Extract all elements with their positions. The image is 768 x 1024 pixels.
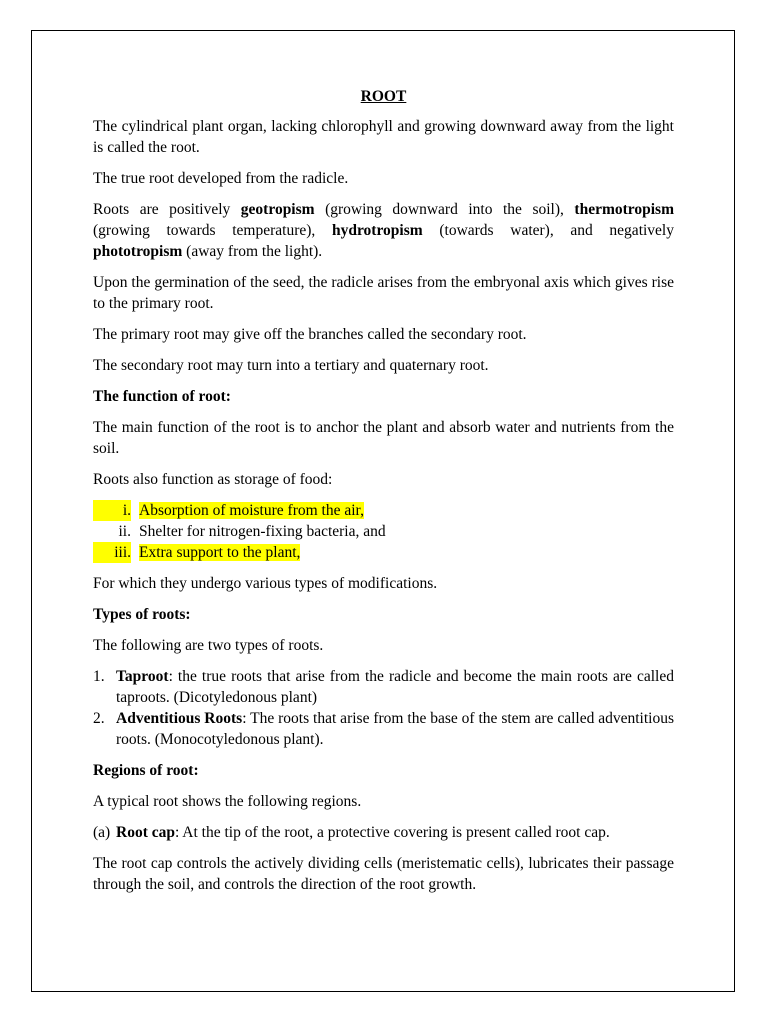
region-root-cap	[93, 822, 674, 843]
paragraph-root-cap-function: The root cap controls the actively dividing cells (meristematic cells), lubricates their passage through the soil, and controls the direction of the root growth.	[93, 855, 674, 893]
list-item	[93, 521, 674, 542]
heading-types: Types of roots:	[93, 606, 191, 623]
paragraph-modifications: For which they undergo various types of modifications.	[93, 575, 438, 592]
term-adventitious: Adventitious Roots	[116, 710, 243, 727]
term-geotropism: geotropism	[240, 201, 315, 218]
document-body	[93, 86, 674, 905]
list-item	[93, 542, 674, 563]
paragraph-germination: Upon the germination of the seed, the radicle arises from the embryonal axis which gives rise to the primary root.	[93, 274, 674, 312]
paragraph-main-function: The main function of the root is to anchor the plant and absorb water and nutrients from the soil.	[93, 419, 674, 457]
list-text: Shelter for nitrogen-fixing bacteria, and	[139, 523, 386, 540]
paragraph-true-root: The true root developed from the radicle.	[93, 170, 349, 187]
list-text: : The roots that arise from the base of the stem are called adventitious roots. (Monocotyledonous plant).	[116, 710, 674, 748]
types-list	[93, 666, 674, 750]
list-number: i.	[93, 500, 131, 521]
list-text: : the true roots that arise from the radicle and become the main roots are called taproots. (Dicotyledonous plant)	[116, 668, 674, 706]
list-item-adventitious	[93, 708, 674, 750]
list-item	[93, 500, 674, 521]
list-text: : At the tip of the root, a protective covering is present called root cap.	[174, 824, 610, 841]
term-taproot: Taproot	[116, 668, 169, 685]
text-run: (towards water), and negatively	[422, 222, 674, 239]
text-run: Roots are positively	[93, 201, 241, 218]
paragraph-tropisms	[93, 199, 674, 262]
text-run: (growing towards temperature),	[93, 222, 332, 239]
term-root-cap: Root cap	[116, 824, 175, 841]
list-number: iii.	[93, 542, 131, 563]
paragraph-storage: Roots also function as storage of food:	[93, 471, 333, 488]
list-text-highlighted: Extra support to the plant,	[139, 544, 301, 561]
list-item-taproot	[93, 666, 674, 708]
paragraph-definition: The cylindrical plant organ, lacking chlorophyll and growing downward away from the light is called the root.	[93, 118, 674, 156]
paragraph-primary-root: The primary root may give off the branches called the secondary root.	[93, 326, 527, 343]
text-run: (growing downward into the soil),	[314, 201, 575, 218]
list-number: 2.	[93, 710, 105, 727]
list-number: ii.	[118, 523, 131, 540]
function-list	[93, 500, 674, 563]
term-thermotropism: thermotropism	[574, 201, 674, 218]
list-number: (a)	[93, 824, 111, 841]
paragraph-regions-intro: A typical root shows the following regions.	[93, 793, 362, 810]
page-title: ROOT	[360, 88, 407, 105]
heading-function: The function of root:	[93, 388, 231, 405]
list-text-highlighted: Absorption of moisture from the air,	[139, 502, 364, 519]
heading-regions: Regions of root:	[93, 762, 199, 779]
paragraph-types-intro: The following are two types of roots.	[93, 637, 324, 654]
paragraph-secondary-root: The secondary root may turn into a tertiary and quaternary root.	[93, 357, 489, 374]
list-number: 1.	[93, 668, 105, 685]
text-run: (away from the light).	[182, 243, 323, 260]
term-phototropism: phototropism	[93, 243, 183, 260]
term-hydrotropism: hydrotropism	[331, 222, 423, 239]
